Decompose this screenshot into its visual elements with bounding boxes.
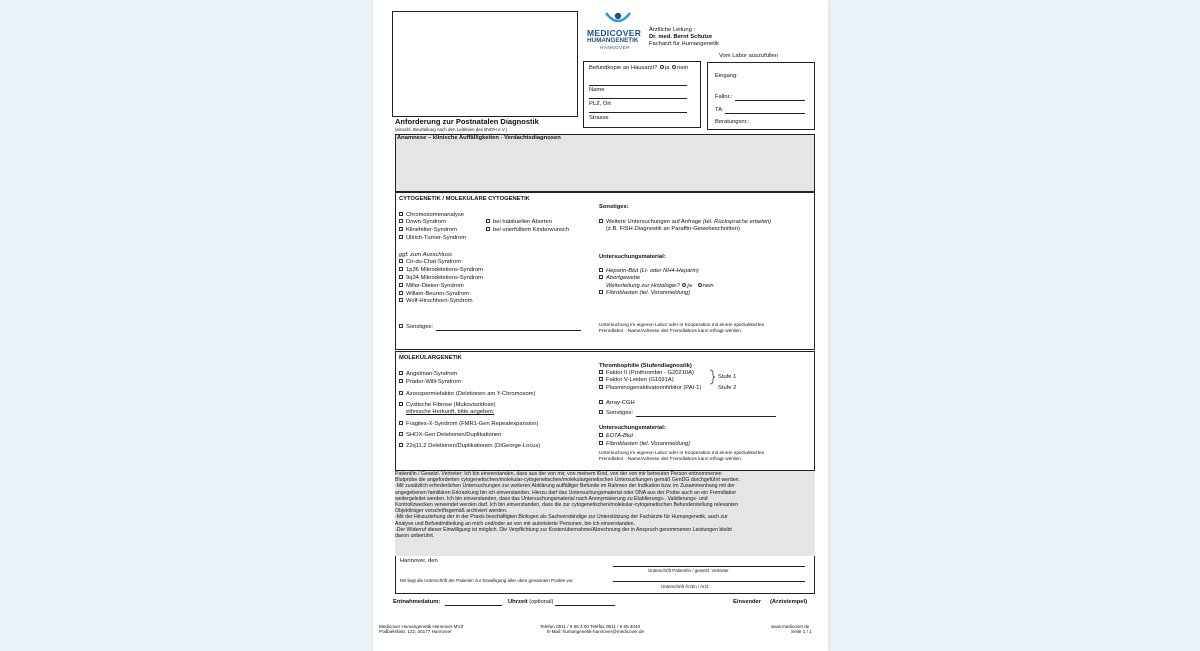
mirliegt-label: Mir liegt die Unterschrift der Patientin zur Einwilligung aller oben genannten Punkte vor. — [400, 578, 574, 583]
einsender-label: Einsender — [733, 599, 762, 605]
molek-sonstiges-field[interactable] — [636, 416, 776, 417]
checkbox[interactable] — [399, 443, 403, 447]
cyto-mid-1[interactable]: bei unerfülltem Kinderwunsch — [486, 227, 569, 234]
thrombo-item-0[interactable]: Faktor II (Prothrombin - G20210A) — [599, 370, 694, 377]
form-page — [373, 0, 828, 651]
checkbox[interactable] — [399, 324, 403, 328]
footer-email: E-Mail: humangenetik-hannover@medicover.de — [547, 629, 645, 634]
head-line3: Facharzt für Humangenetik — [649, 41, 719, 47]
fallnr-label: Fallnr.: — [715, 94, 733, 100]
molek-item-2[interactable]: Azoospermiefaktor (Deletionen am Y-Chromosom) — [399, 391, 536, 398]
ausschluss-item-1[interactable]: 1p36 Mikrodeletions-Syndrom — [399, 267, 483, 274]
molek-sonstiges[interactable]: Sonstiges: — [599, 410, 633, 417]
checkbox[interactable] — [399, 212, 403, 216]
molek-material-heading: Untersuchungsmaterial: — [599, 425, 666, 431]
molek-mat2[interactable]: Fibroblasten (tel. Voranmeldung) — [599, 441, 690, 448]
checkbox[interactable] — [399, 371, 403, 375]
cyto-weitere[interactable]: Weitere Untersuchungen auf Anfrage (tel. Rücksprache erbeten) — [599, 219, 771, 226]
sign-city: Hannover, den — [400, 558, 438, 564]
checkbox[interactable] — [399, 227, 403, 231]
cyto-left-3[interactable]: Ullrich-Turner-Syndrom — [399, 235, 466, 242]
footer-web[interactable]: www.medicover.de — [771, 624, 810, 629]
cyto-mat3[interactable]: Weiterleitung zur Histologie? ja nein — [606, 283, 714, 289]
strasse-label: Strasse — [589, 115, 609, 121]
uhrzeit-label: Uhrzeit (optional) — [508, 599, 554, 605]
name-label: Name — [589, 87, 605, 93]
patient-label-box — [392, 11, 578, 117]
plz-label: PLZ, Ort — [589, 101, 611, 107]
footer-addr2: Podbielskistr. 122, 30177 Hannover — [379, 629, 452, 634]
array-cgh[interactable]: Array-CGH — [599, 400, 635, 407]
checkbox[interactable] — [599, 441, 603, 445]
name-field[interactable] — [589, 98, 687, 99]
cyto-note2: Fremdlabor - Name/Adresse des Fremdlabors kann erfragt werden. — [599, 329, 743, 334]
befundkopie-row[interactable] — [589, 65, 688, 72]
checkbox[interactable] — [486, 227, 490, 231]
checkbox[interactable] — [399, 275, 403, 279]
checkbox[interactable] — [399, 391, 403, 395]
head-line1: Ärztliche Leitung : — [649, 27, 696, 33]
sig2-field[interactable] — [613, 581, 805, 582]
logo-brand: MEDICOVER — [587, 28, 642, 38]
page-subtitle: (einschl. Beurteilung nach den Leitlinien des BVDH e.V.) — [395, 127, 508, 132]
thrombo-heading: Thrombophilie (Stufendiagnostik) — [599, 363, 692, 369]
eingang-label: Eingang: — [715, 73, 738, 79]
cyto-mat1[interactable]: Heparin-Blut (Li- oder NH4-Heparin) — [599, 268, 699, 275]
checkbox[interactable] — [599, 433, 603, 437]
molek-item-3[interactable]: Cystische Fibrose (Mukoviszidose) — [399, 402, 496, 409]
entnahme-field[interactable] — [445, 605, 502, 606]
befundkopie-ja-label: ja — [664, 65, 670, 71]
stufe2: Stufe 2 — [718, 385, 737, 391]
molek-note2: Fremdlabor - Name/Adresse des Fremdlabors kann erfragt werden. — [599, 457, 743, 462]
checkbox[interactable] — [599, 400, 603, 404]
molek-item-7[interactable]: 22q11.2 Deletionen/Duplikationen (DiGeorge-Locus) — [399, 443, 540, 450]
checkbox[interactable] — [599, 219, 603, 223]
cyto-mat2[interactable]: Abortgewebe — [599, 275, 640, 282]
brace-icon — [709, 369, 715, 385]
molek-item-0[interactable]: Angelman-Syndrom — [399, 371, 457, 378]
checkbox[interactable] — [399, 432, 403, 436]
cyto-sonstiges-field[interactable] — [436, 330, 581, 331]
molek-item-6[interactable]: SHOX-Gen Deletionen/Duplikationen — [399, 432, 501, 439]
stufe1: Stufe 1 — [718, 374, 737, 380]
checkbox[interactable] — [399, 291, 403, 295]
molek-mat1[interactable]: EDTA-Blut — [599, 433, 633, 440]
plz-field[interactable] — [589, 112, 687, 113]
anamnese-heading: Anamnese – klinische Auffälligkeiten - Verdachtsdiagnosen — [397, 135, 561, 141]
entnahme-label: Entnahmedatum: — [393, 599, 441, 605]
molek-item-1[interactable]: Prader-Willi-Syndrom — [399, 379, 461, 386]
checkbox[interactable] — [399, 421, 403, 425]
checkbox[interactable] — [399, 298, 403, 302]
thrombo-item-2[interactable]: Plasminogenaktivatorinhibitor (PAI-1) — [599, 385, 701, 392]
page-title: Anforderung zur Postnatalen Diagnostik — [395, 117, 539, 126]
checkbox[interactable] — [399, 267, 403, 271]
footer-page: Seite 1 / 1 — [791, 629, 812, 634]
molek-heading: MOLEKULARGENETIK — [399, 355, 462, 361]
fallnr-field[interactable] — [735, 100, 805, 101]
checkbox[interactable] — [399, 235, 403, 239]
ausschluss-item-3[interactable]: Miller-Dieker-Syndrom — [399, 283, 464, 290]
checkbox[interactable] — [599, 410, 603, 414]
sig2-label: Unterschrift Ärztin / Arzt — [661, 584, 709, 589]
cyto-left-2[interactable]: Klinefelter-Syndrom — [399, 227, 457, 234]
checkbox[interactable] — [599, 370, 603, 374]
uhrzeit-field[interactable] — [555, 605, 615, 606]
footer-tel: Telefon 0511 / 9 65 4 00 Telefax 0511 / 9 65 4040 — [540, 624, 641, 629]
logo-sub: HUMANGENETIK — [587, 37, 639, 44]
checkbox[interactable] — [399, 379, 403, 383]
cyto-heading: CYTOGENETIK / MOLEKULARE CYTOGENETIK — [399, 196, 530, 202]
ausschluss-item-0[interactable]: Cri-du-Chat-Syndrom — [399, 259, 461, 266]
ta-field[interactable] — [725, 113, 805, 114]
molek-item-4[interactable]: ethnische Herkunft, bitte angeben: — [406, 409, 495, 415]
checkbox[interactable] — [599, 377, 603, 381]
stempel-label: (Arztstempel) — [770, 599, 808, 605]
cyto-sonstiges-heading: Sonstiges: — [599, 204, 629, 210]
befundkopie-nein-label: nein — [677, 65, 689, 71]
cyto-sonstiges-left[interactable]: Sonstiges: — [399, 324, 433, 331]
cyto-weitere2: (z.B. FISH-Diagnostik an Paraffin-Gewebeschnitten) — [606, 226, 740, 232]
checkbox[interactable] — [399, 402, 403, 406]
checkbox[interactable] — [599, 275, 603, 279]
cyto-note1: Untersuchung im eigenen Labor oder in Kooperation mit einem spezialisierten — [599, 323, 765, 328]
checkbox[interactable] — [599, 385, 603, 389]
cyto-material-heading: Untersuchungsmaterial: — [599, 254, 666, 260]
sig1-field[interactable] — [613, 566, 805, 567]
head-line2: Dr. med. Bernt Schulze — [649, 34, 713, 40]
ausschluss-item-4[interactable]: Willam-Beuren-Syndrom — [399, 291, 469, 298]
checkbox[interactable] — [399, 283, 403, 287]
histologie-ja-radio[interactable] — [682, 283, 686, 287]
logo-city: HANNOVER — [600, 45, 631, 50]
ausschluss-label: ggf. zum Ausschluss — [399, 252, 452, 258]
anamnese-box[interactable] — [395, 134, 815, 192]
ausschluss-item-5[interactable]: Wolf-Hirschhorn-Syndrom — [399, 298, 473, 305]
befundkopie-ja-radio[interactable] — [660, 65, 664, 69]
signature-box — [395, 556, 815, 594]
lab-note: Vom Labor auszufüllen — [719, 53, 778, 59]
checkbox[interactable] — [399, 259, 403, 263]
cyto-mid-0[interactable]: bei habituellen Aborten — [486, 219, 552, 226]
checkbox[interactable] — [599, 268, 603, 272]
histologie-nein-radio[interactable] — [698, 283, 702, 287]
ausschluss-item-2[interactable]: 9q34 Mikrodeletions-Syndrom — [399, 275, 483, 282]
sig1-label: Unterschrift Patient/in / gesetzl. Vertreter — [648, 568, 729, 573]
cyto-left-1[interactable]: Down-Syndrom — [399, 219, 446, 226]
consent-text: Patient/in / Gesetzl. Vertreter: Ich bin einverstanden, dass aus der von mir, von meinem Kind, von der von mir betreuten Person entnommenen Blutprobe die angeforderten cytogenetischen/molekular-cytogenetischen/molekulargenetischen Untersuchungen gemäß GenDG durchgeführt werden. -Mit zusätzlich erforderlichen Untersuchungen zur weiteren Abklärung auffälliger Befunde im Rahmen der Indikation bzw. im Zusammenhang mit der angegebenen familiären Erkrankung bin ich einverstanden. Hierzu darf das Untersuchungsmaterial oder DNA aus der Probe auch an ein Fremdlabor weitergeleitet werden. Ich bin einverstanden, dass das Untersuchungsmaterial nach Anonymisierung zu Etablierungs-, Validierungs- und Kontrollzwecken verwendet werden darf. Ich bin einverstanden, dass die zur cytogenetischen/molekular-cytogenetischen Befunderstellung relevanten Objektträger vorschriftsgemäß archiviert werden. -Mit der Hinzuziehung der in der Praxis beschäftigten Biologen als Sachverständige zur Unterstützung der Fachärzte für Humangenetik, auch zur Analyse und Befundmitteilung an mich und/oder an von mir autorisierte Personen, bin ich einverstanden. -Der Widerruf dieser Einwilligung ist möglich. Die Verpflichtung zur Kostenübernahme/Abrechnung der in Anspruch genommenen Leistungen bleibt davon unberührt. — [395, 471, 815, 556]
footer-addr1: Medicover Humangenetik Hannover MVZ — [379, 624, 464, 629]
befundkopie-label: Befundkopie an Hausarzt? — [589, 65, 658, 71]
checkbox[interactable] — [486, 219, 490, 223]
molek-item-5[interactable]: Fragiles-X-Syndrom (FMR1-Gen Repeatexpansion) — [399, 421, 538, 428]
thrombo-item-1[interactable]: Faktor V-Leiden (G1691A) — [599, 377, 674, 384]
molek-note1: Untersuchung im eigenen Labor oder in Kooperation mit einem spezialisierten — [599, 451, 765, 456]
befundkopie-nein-radio[interactable] — [672, 65, 676, 69]
beratungsnr-label: Beratungsnr.: — [715, 119, 750, 125]
ta-label: TA: — [715, 107, 724, 113]
cyto-left-0[interactable]: Chromosomenanalyse — [399, 212, 464, 219]
checkbox[interactable] — [599, 290, 603, 294]
checkbox[interactable] — [399, 219, 403, 223]
cyto-mat4[interactable]: Fibroblasten (tel. Voranmeldung) — [599, 290, 690, 297]
